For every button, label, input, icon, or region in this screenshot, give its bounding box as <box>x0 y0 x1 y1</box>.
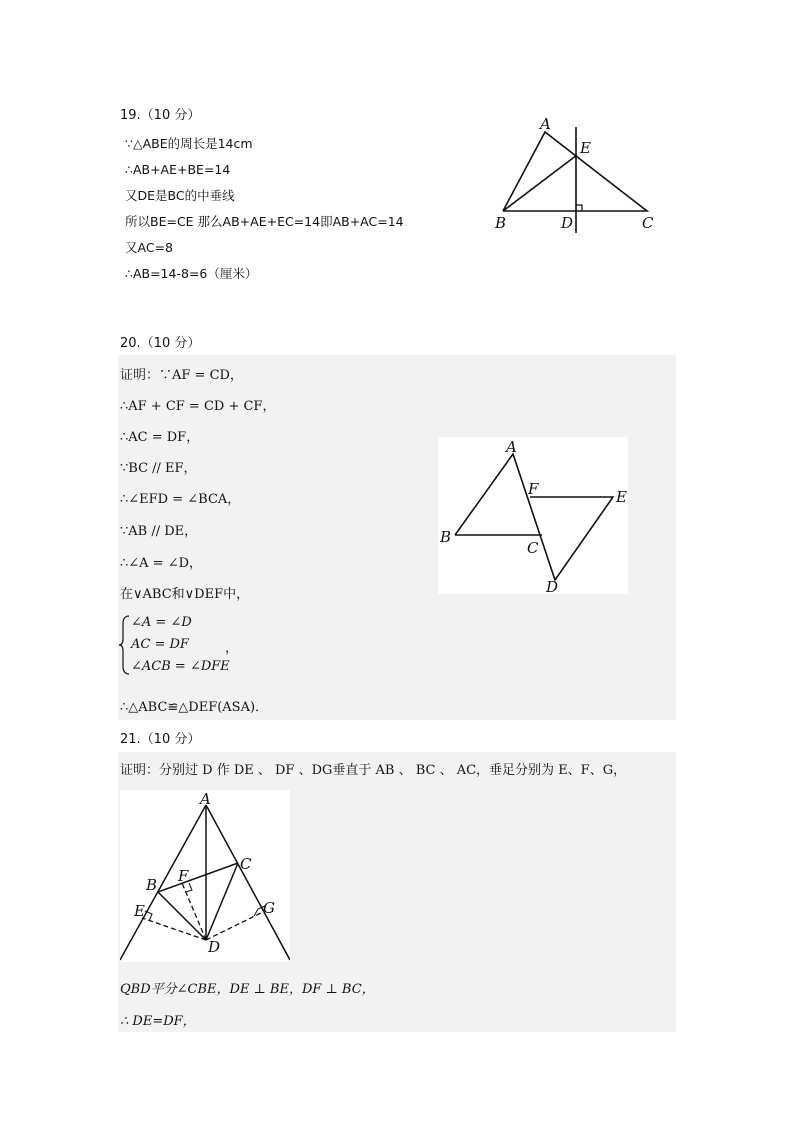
q19-line: 所以BE=CE 那么AB+AE+EC=14即AB+AC=14 <box>125 214 404 229</box>
q20-line: ∵BC // EF， <box>120 461 197 476</box>
label-d: D <box>561 214 574 232</box>
system-brace <box>119 614 131 676</box>
q20-line: ∴AF + CF = CD + CF， <box>120 399 276 414</box>
q21-line: QBD平分∠CBE，DE ⊥ BE，DF ⊥ BC， <box>120 982 375 997</box>
q19-solution <box>125 131 404 287</box>
q20-figure <box>438 437 628 594</box>
dashed-df <box>182 883 206 940</box>
q21-heading: 21.（10 分） <box>120 732 201 747</box>
q20-line: 证明：∵AF = CD， <box>120 368 243 383</box>
label-c: C <box>642 214 654 232</box>
label-d: D <box>546 578 559 594</box>
label-f: F <box>178 867 189 885</box>
q20-heading: 20.（10 分） <box>120 336 201 351</box>
system-eq-1: ∠A = ∠D <box>131 615 192 630</box>
system-eq-3: ∠ACB = ∠DFE <box>131 659 230 674</box>
q20-conclusion: ∴△ABC≌△DEF(ASA)． <box>120 700 269 715</box>
system-tail: ， <box>225 641 239 656</box>
q21-figure <box>120 790 290 962</box>
q21-line: 证明：分别过 D 作 DE 、 DF 、DG垂直于 AB 、 BC 、 AC，垂足分别为 E、F、G， <box>120 763 627 778</box>
zigzag-abcd <box>455 454 613 580</box>
label-a: A <box>506 438 517 456</box>
segment-bd <box>158 892 206 940</box>
label-d: D <box>208 938 221 956</box>
triangle-abc <box>503 132 647 211</box>
label-b: B <box>495 214 507 232</box>
q20-line: ∵AB // DE， <box>120 524 198 539</box>
label-e: E <box>616 488 627 506</box>
system-eq-2: AC = DF <box>131 637 189 652</box>
label-a: A <box>200 790 211 808</box>
dashed-de <box>142 918 206 940</box>
ray-ab <box>120 805 206 960</box>
q20-line: ∴∠A = ∠D， <box>120 556 203 571</box>
q20-line: ∴AC = DF， <box>120 430 200 445</box>
label-c: C <box>240 855 252 873</box>
label-e: E <box>580 139 591 157</box>
q19-line: ∴AB=14-8=6（厘米） <box>125 266 258 281</box>
label-e: E <box>134 902 145 920</box>
label-g: G <box>263 899 275 917</box>
q19-line: 又DE是BC的中垂线 <box>125 188 235 203</box>
q21-line: ∴ DE=DF， <box>120 1014 196 1029</box>
label-b: B <box>440 528 452 546</box>
ray-ac <box>206 805 290 960</box>
segment-bc <box>158 863 238 892</box>
q19-figure <box>488 112 663 237</box>
q20-line: ∴∠EFD = ∠BCA， <box>120 492 241 507</box>
segment-be <box>503 155 577 211</box>
q19-line: 又AC=8 <box>125 240 173 255</box>
label-a: A <box>540 115 551 133</box>
label-b: B <box>146 876 158 894</box>
label-f: F <box>528 480 539 498</box>
q19-line: ∵△ABE的周长是14cm <box>125 136 253 151</box>
label-c: C <box>527 539 539 557</box>
right-angle-mark <box>576 205 582 211</box>
segment-cd <box>206 863 238 940</box>
q19-line: ∴AB+AE+BE=14 <box>125 162 231 177</box>
q19-heading: 19.（10 分） <box>120 108 201 123</box>
q20-line: 在∨ABC和∨DEF中， <box>120 587 250 602</box>
